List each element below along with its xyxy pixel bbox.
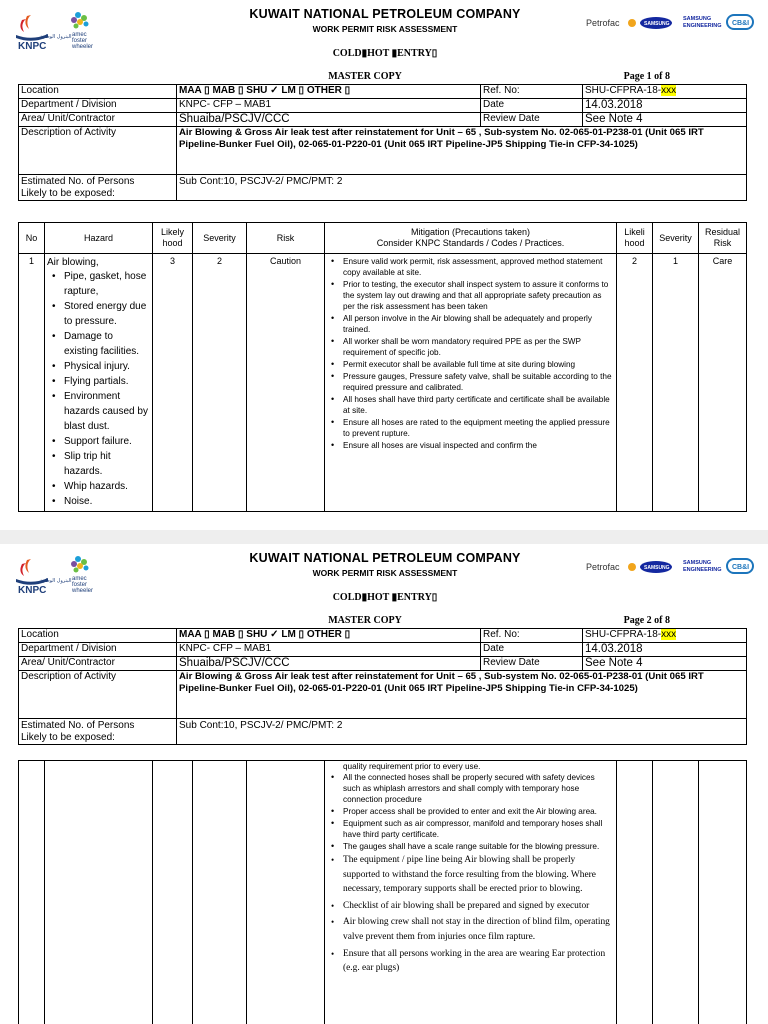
partner-logos — [586, 10, 756, 34]
master-copy-label: MASTER COPY — [328, 71, 402, 82]
department-label: Department / Division — [19, 643, 177, 657]
row-no: 1 — [19, 254, 45, 512]
hazard-cell-empty — [45, 761, 153, 1024]
persons-label-line2: Likely to be exposed: — [21, 732, 115, 743]
header-severity: Severity — [193, 223, 247, 254]
company-name: KUWAIT NATIONAL PETROLEUM COMPANY — [249, 551, 521, 565]
hazard-item: • Slip trip hit hazards. — [50, 449, 149, 479]
ref-no-value — [583, 629, 747, 643]
wheeler-text: wheeler — [72, 588, 94, 594]
samsung-logo-text: SAMSUNG — [644, 21, 670, 27]
knpc-logo — [14, 552, 104, 596]
knpc-arabic-text: البترول الوطنية — [40, 578, 72, 584]
likelihood-empty — [153, 761, 193, 1024]
hazard-title: Air blowing, — [47, 257, 99, 268]
ref-no-label: Ref. No: — [481, 629, 583, 643]
hazard-item: • Flying partials. — [50, 374, 149, 389]
hazard-item: • Whip hazards. — [50, 479, 149, 494]
location-label: Location — [19, 85, 177, 99]
risk-value: Caution — [247, 254, 325, 512]
ref-no-label: Ref. No: — [481, 85, 583, 99]
hazard-item: • Stored energy due to pressure. — [50, 299, 149, 329]
description-label: Description of Activity — [19, 127, 177, 175]
residual-severity-value: 1 — [653, 254, 699, 512]
location-label: Location — [19, 629, 177, 643]
amec-text: amec — [72, 576, 87, 582]
page-separator — [0, 530, 768, 544]
mitigation-cell — [325, 254, 617, 512]
ref-no-highlight: xxx — [661, 85, 677, 96]
department-label: Department / Division — [19, 99, 177, 113]
partner-logos — [586, 554, 756, 578]
date-value: 14.03.2018 — [583, 643, 747, 657]
area-label: Area/ Unit/Contractor — [19, 657, 177, 671]
header-likelihood-residual: Likeli hood — [617, 223, 653, 254]
persons-label — [19, 719, 177, 745]
mitigation-continuation: quality requirement prior to every use. — [343, 762, 481, 771]
likelihood-value: 3 — [153, 254, 193, 512]
header-mitigation-line1: Mitigation (Precautions taken) — [410, 227, 531, 237]
samsung-logo-text: SAMSUNG — [644, 565, 670, 571]
page-number: Page 1 of 8 — [623, 71, 670, 82]
header-mitigation-line2: Consider KNPC Standards / Codes / Practices. — [376, 238, 565, 248]
persons-value: Sub Cont:10, PSCJV-2/ PMC/PMT: 2 — [177, 175, 747, 201]
mitigation-item: • All hoses shall have third party certificate and certificate shall be available at site. — [328, 394, 613, 416]
description-value: Air Blowing & Gross Air leak test after reinstatement for Unit – 65 , Sub-system No. 02-065-01-P238-01 (Unit 065 IRT Pipeline-Bunker Fuel Oil), 02-065-01-P220-01 (Unit 065 IRT Pipeline-JP5 Shipping Tie-in CFP-34-1025) — [177, 127, 747, 175]
department-value: KNPC- CFP – MAB1 — [177, 99, 481, 113]
residual-risk-empty — [699, 761, 747, 1024]
risk-empty — [247, 761, 325, 1024]
foster-text: foster — [72, 582, 88, 588]
area-value: Shuaiba/PSCJV/CCC — [177, 657, 481, 671]
mitigation-item: • Equipment such as air compressor, manifold and temporary hoses shall have third party certificate. — [328, 818, 613, 840]
amec-text: amec — [72, 32, 87, 38]
hazard-item: • Support failure. — [50, 434, 149, 449]
ref-no-value — [583, 85, 747, 99]
permit-types: COLD▮HOT ▮ENTRY▯ — [332, 48, 438, 59]
description-label: Description of Activity — [19, 671, 177, 719]
severity-empty — [193, 761, 247, 1024]
hazard-item: • Damage to existing facilities. — [50, 329, 149, 359]
company-name: KUWAIT NATIONAL PETROLEUM COMPANY — [249, 7, 521, 21]
persons-value: Sub Cont:10, PSCJV-2/ PMC/PMT: 2 — [177, 719, 747, 745]
hazard-item: • Environment hazards caused by blast dust. — [50, 389, 149, 434]
area-label: Area/ Unit/Contractor — [19, 113, 177, 127]
mitigation-item: • The gauges shall have a scale range suitable for the blowing pressure. — [328, 841, 613, 852]
mitigation-item: • Prior to testing, the executor shall inspect system to assure it conforms to the system lay out drawing and that all appropriate safety precaution as per the risk assessment has been taken — [328, 279, 613, 312]
header-risk: Risk — [247, 223, 325, 254]
hazard-list — [46, 269, 149, 509]
residual-likelihood-empty — [617, 761, 653, 1024]
mitigation-item: • Ensure that all persons working in the area are wearing Ear protection (e.g. ear plugs) — [328, 947, 613, 976]
hazard-item: • Noise. — [50, 494, 149, 509]
row-no-empty — [19, 761, 45, 1024]
mitigation-item: • Permit executor shall be available full time at site during blowing — [328, 359, 613, 370]
persons-label — [19, 175, 177, 201]
risk-table — [18, 222, 747, 512]
knpc-logo-text: KNPC — [18, 585, 47, 596]
wheeler-text: wheeler — [72, 44, 94, 50]
foster-text: foster — [72, 38, 88, 44]
date-label: Date — [481, 99, 583, 113]
mitigation-item: • Ensure all hoses are rated to the equipment meeting the applied pressure to prevent rupture. — [328, 417, 613, 439]
mitigation-item: • Ensure all hoses are visual inspected and confirm the — [328, 440, 613, 451]
header-no: No — [19, 223, 45, 254]
ref-no-text: SHU-CFPRA-18- — [585, 85, 662, 96]
ref-no-highlight: xxx — [661, 629, 677, 640]
header-likelihood: Likely hood — [153, 223, 193, 254]
knpc-logo-text: KNPC — [18, 41, 47, 52]
review-date-value: See Note 4 — [583, 657, 747, 671]
location-options: MAA ▯ MAB ▯ SHU ✓ LM ▯ OTHER ▯ — [177, 85, 481, 99]
knpc-arabic-text: البترول الوطنية — [40, 34, 72, 40]
department-value: KNPC- CFP – MAB1 — [177, 643, 481, 657]
document-subtitle: WORK PERMIT RISK ASSESSMENT — [312, 24, 458, 34]
info-table — [18, 628, 747, 745]
mitigation-item: • All person involve in the Air blowing shall be adequately and properly trained. — [328, 313, 613, 335]
petrofac-logo-text: Petrofac — [586, 562, 620, 572]
samsung-eng-text: SAMSUNG — [683, 560, 712, 566]
mitigation-item: • All worker shall be worn mandatory required PPE as per the SWP requirement of specific job. — [328, 336, 613, 358]
mitigation-item: • Air blowing crew shall not stay in the direction of blind film, operating valve prevent them from injuries once film rapture. — [328, 915, 613, 944]
header-residual-risk: Residual Risk — [699, 223, 747, 254]
cbi-logo-text: CB&I — [732, 20, 750, 27]
mitigation-item: • All the connected hoses shall be properly secured with safety devices such as whiplash arrestors and shall comply with temporary hose connection procedure — [328, 772, 613, 805]
area-value: Shuaiba/PSCJV/CCC — [177, 113, 481, 127]
document-subtitle: WORK PERMIT RISK ASSESSMENT — [312, 568, 458, 578]
knpc-logo — [14, 8, 104, 52]
residual-severity-empty — [653, 761, 699, 1024]
mitigation-item: • Checklist of air blowing shall be prepared and signed by executor — [328, 899, 613, 914]
header-severity-residual: Severity — [653, 223, 699, 254]
engineering-text: ENGINEERING — [683, 567, 722, 573]
mitigation-item: • Ensure valid work permit, risk assessment, approved method statement copy available at site. — [328, 256, 613, 278]
permit-types: COLD▮HOT ▮ENTRY▯ — [332, 592, 438, 603]
engineering-text: ENGINEERING — [683, 23, 722, 29]
risk-table-continued — [18, 760, 747, 1024]
description-value: Air Blowing & Gross Air leak test after reinstatement for Unit – 65 , Sub-system No. 02-065-01-P238-01 (Unit 065 IRT Pipeline-Bunker Fuel Oil), 02-065-01-P220-01 (Unit 065 IRT Pipeline-JP5 Shipping Tie-in CFP-34-1025) — [177, 671, 747, 719]
residual-likelihood-value: 2 — [617, 254, 653, 512]
petrofac-logo-text: Petrofac — [586, 18, 620, 28]
header-mitigation — [325, 223, 617, 254]
severity-value: 2 — [193, 254, 247, 512]
hazard-item: • Pipe, gasket, hose rapture, — [50, 269, 149, 299]
page-header — [0, 544, 768, 604]
mitigation-item: • Proper access shall be provided to enter and exit the Air blowing area. — [328, 806, 613, 817]
master-copy-label: MASTER COPY — [328, 615, 402, 626]
persons-label-line1: Estimated No. of Persons — [21, 176, 135, 187]
date-value: 14.03.2018 — [583, 99, 747, 113]
header-hazard: Hazard — [45, 223, 153, 254]
review-date-label: Review Date — [481, 657, 583, 671]
persons-label-line1: Estimated No. of Persons — [21, 720, 135, 731]
info-table — [18, 84, 747, 201]
date-label: Date — [481, 643, 583, 657]
persons-label-line2: Likely to be exposed: — [21, 188, 115, 199]
samsung-eng-text: SAMSUNG — [683, 16, 712, 22]
page-header — [0, 0, 768, 60]
page-2 — [0, 544, 768, 1024]
location-options: MAA ▯ MAB ▯ SHU ✓ LM ▯ OTHER ▯ — [177, 629, 481, 643]
mitigation-cell — [325, 761, 617, 1024]
ref-no-text: SHU-CFPRA-18- — [585, 629, 662, 640]
mitigation-item: • The equipment / pipe line being Air blowing shall be properly supported to withstand the force resulting from the blowing. Where necessary, temporary supports shall be erected prior to blowing. — [328, 853, 613, 897]
review-date-label: Review Date — [481, 113, 583, 127]
cbi-logo-text: CB&I — [732, 564, 750, 571]
hazard-cell — [45, 254, 153, 512]
hazard-item: • Physical injury. — [50, 359, 149, 374]
residual-risk-value: Care — [699, 254, 747, 512]
review-date-value: See Note 4 — [583, 113, 747, 127]
mitigation-list — [328, 772, 613, 976]
mitigation-list — [328, 256, 613, 451]
mitigation-item: • Pressure gauges, Pressure safety valve, shall be suitable according to the required pressure and calibrated. — [328, 371, 613, 393]
page-number: Page 2 of 8 — [623, 615, 670, 626]
